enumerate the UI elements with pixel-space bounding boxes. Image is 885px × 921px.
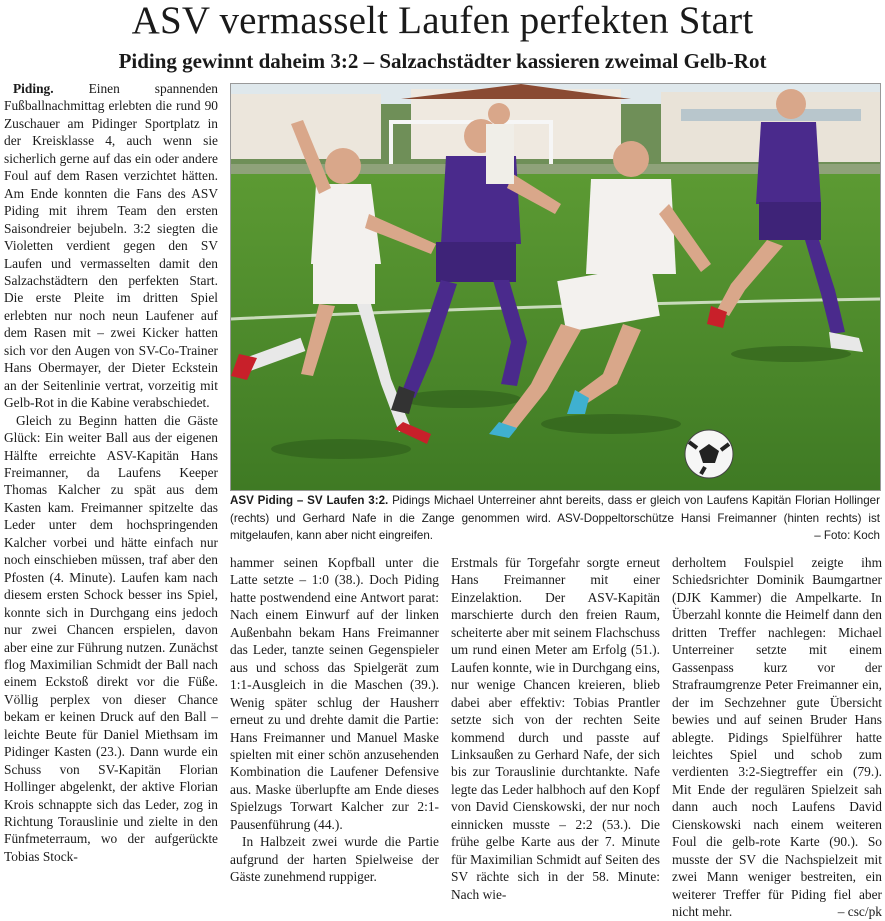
author-tag: – csc/pk [837,904,882,920]
article-paragraph: Erstmals für Torgefahr sorgte erneut Hans Freimanner mit einer Einzelaktion. Der ASV-Kapitän marschierte durch den freien Raum, scheiterte aber mit seinem Flachschuss um rund einen Meter am Erfolg (51.). Laufen konnte, wie in Durchgang eins, nur wenige Chancen kreieren, blieb dabei aber effektiv: Tobias Prantler setzte sich von der rechten Seite kommend durch und passte auf Linksaußen zu Gerhard Nafe, der sich bis zur Torauslinie durchtankte. Nafe legte das Leder halbhoch auf den Kopf von David Cienskowski, der nur noch einnicken musste – 2:2 (53.). Die frühe gelbe Karte aus der 7. Minute für Maximilian Schmidt auf Seiten des SV rächte sich in der 58. Minute: Nach wie- [451,555,660,902]
article-paragraph: hammer seinen Kopfball unter die Latte setzte – 1:0 (38.). Doch Piding hatte postwendend eine Antwort parat: Nach einem Einwurf auf der linken Außenbahn bekam Hans Freimanner das Leder, tanzte seinen Gegenspieler aus und schoss das Spielgerät zum 1:1-Ausgleich in die Maschen (39.). Wenig später schlug der Hausherr erneut zu und drehte damit die Partie: Hans Freimanner und Manuel Maske spielten mit einer schön anzusehenden Kombination die Laufener Defensive aus. Maske überlupfte am Ende dieses Spielzugs Torwart Kalcher zur 2:1-Pausenführung (44.). [230,555,439,832]
subheadline: Piding gewinnt daheim 3:2 – Salzachstädter kassieren zweimal Gelb-Rot [118,49,767,73]
football [685,430,733,478]
article-column-4 [672,554,882,920]
article-column-3 [451,554,660,910]
player-background [486,103,514,184]
photo-caption [230,492,880,545]
article-paragraph: In Halbzeit zwei wurde die Partie aufgrund der harten Spielweise der Gäste zunehmend ruppiger. [230,834,439,885]
headline: ASV vermasselt Laufen perfekten Start [131,0,754,42]
photo-credit: – Foto: Koch [814,529,880,543]
paragraph-text: Einen spannenden Fußballnachmittag erlebten die rund 90 Zuschauer am Pidinger Sportplatz in der Kreisklasse 4, auch wenn sie sicherlich gerne auf das ein oder andere Foul auf dem Rasen verzichtet hätten. Am Ende konnten die Fans des ASV Piding mit ihrem Team den ersten Saisondreier bejubeln. 3:2 siegten die Violetten verdient gegen den SV Laufen und vermasselten damit den Salzachstädtern den perfekten Start. Die erste Pleite im dritten Spiel erlebten nur noch neun Laufener auf dem Rasen mit – zwei Kicker hatten sich vor den Augen von SV-Co-Trainer Hans Obermayer, der Dieter Eckstein an der Seitenlinie vertrat, vorzeitig mit Gelb-Rot in die Kabine verabschiedet. [4,81,218,411]
photo-window-row [681,109,861,121]
paragraph-text: derholtem Foulspiel zeigte ihm Schiedsrichter Dominik Baumgartner (DJK Kammer) die Ampelkarte. In Überzahl konnte die Heimelf dann den dritten Treffer nachlegen: Michael Unterreiner setzte mit einem Gassenpass kurz vor der Strafraumgrenze Peter Freimanner ein, der im Sechzehner gute Übersicht bewies und auf seinen Bruder Hans ablegte. Pidings Spielführer hatte leichtes Spiel und schob zum verdienten 3:2-Siegtreffer ein (79.). Mit Ende der regulären Spielzeit sah dann auch noch Laufens David Cienskowski nach einem weiteren Foul die gelb-rote Karte (90.). So musste der SV die Nachspielzeit mit zwei Mann weniger bestreiten, ein weiterer Treffer für Piding fiel aber nicht mehr. [672,555,882,920]
article-paragraph: Gleich zu Beginn hatten die Gäste Glück: Ein weiter Ball aus der eigenen Hälfte erreichte ASV-Kapitän Hans Freimanner, da Laufens Keeper Thomas Kalcher zu spät aus dem Kasten kam. Freimanner spitzelte das Leder unter dem hochspringenden Kalcher vorbei und hätte einfach nur noch einschieben müssen, traf aber den Pfosten (4. Minute). Laufen kam nach diesem ersten Schock besser ins Spiel, konnte sich in Durchgang eins jedoch nur zwei Chancen erspielen, davon aber eine zur Führung nutzen. Zunächst flog Maximilian Schmidt der Ball nach einem Eckstoß direkt vor die Füße. Völlig perplex von dieser Chance bekam er keinen Druck auf den Ball – leichte Beute für Daniel Miethsam im Pidinger Kasten (23.). Dann wurde ein Schuss von SV-Kapitän Florian Hollinger abgelenkt, der aktive Florian Krois schnappte sich das Leder, zog in Richtung Torauslinie und zielte in den Fünfmeterraum, wo der aufgerückte Tobias Stock- [4,412,218,864]
article-paragraph [4,80,218,412]
article-column-2 [230,554,439,910]
match-photo [230,83,881,491]
caption-text: Pidings Michael Unterreiner ahnt bereits, dass er gleich von Laufens Kapitän Florian Hollinger (rechts) und Gerhard Nafe in die Zange genommen wird. ASV-Doppeltorschütze Hansi Freimanner (hinten rechts) ist mitgelaufen, kann aber nicht eingreifen. [230,494,880,543]
caption-title: ASV Piding – SV Laufen 3:2. [230,494,389,507]
article-column-1 [4,80,218,910]
dateline: Piding. [13,81,54,96]
photo-illustration [231,84,880,490]
article-paragraph [672,554,882,921]
